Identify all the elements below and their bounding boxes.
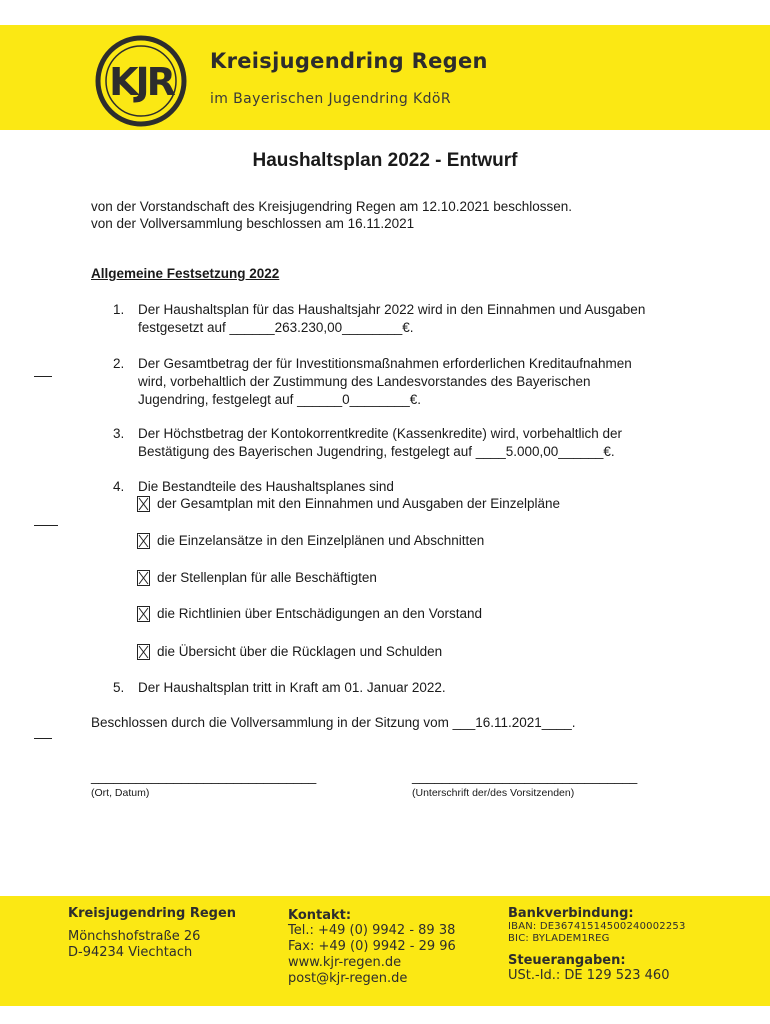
checkbox-checked[interactable] bbox=[137, 533, 150, 549]
closing-statement: Beschlossen durch die Vollversammlung in der Sitzung vom ___16.11.2021____. bbox=[91, 715, 576, 730]
document-title: Haushaltsplan 2022 - Entwurf bbox=[252, 150, 518, 171]
item-number: 5. bbox=[113, 680, 125, 695]
intro-line-1: von der Vorstandschaft des Kreisjugendring Regen am 12.10.2021 beschlossen. bbox=[91, 199, 573, 214]
checklist-label: die Übersicht über die Rücklagen und Schulden bbox=[157, 644, 443, 659]
item-number: 2. bbox=[113, 356, 125, 371]
checklist-label: der Gesamtplan mit den Einnahmen und Ausgaben der Einzelpläne bbox=[157, 496, 561, 511]
checkbox-checked[interactable] bbox=[137, 570, 150, 586]
item-text-line: Die Bestandteile des Haushaltsplanes sind bbox=[138, 479, 394, 494]
letterhead-banner bbox=[0, 25, 770, 130]
signature-line-right: ______________________________ bbox=[412, 769, 638, 784]
item-number: 4. bbox=[113, 479, 125, 494]
org-name: Kreisjugendring Regen bbox=[210, 49, 488, 73]
signature-caption-left: (Ort, Datum) bbox=[91, 787, 150, 799]
signature-line-left: ______________________________ bbox=[91, 769, 317, 784]
footer-tel: Tel.: +49 (0) 9942 - 89 38 bbox=[288, 923, 456, 938]
footer-street: Mönchshofstraße 26 bbox=[68, 929, 201, 944]
footer-ust: USt.-Id.: DE 129 523 460 bbox=[508, 968, 670, 983]
checklist-label: die Richtlinien über Entschädigungen an den Vorstand bbox=[157, 606, 482, 621]
checkbox-checked[interactable] bbox=[137, 606, 150, 622]
checkbox-checked[interactable] bbox=[137, 496, 150, 512]
intro-line-2: von der Vollversammlung beschlossen am 16.11.2021 bbox=[91, 216, 415, 231]
footer-contact bbox=[288, 908, 456, 987]
fold-mark bbox=[34, 738, 52, 739]
item-text-line: Der Haushaltsplan für das Haushaltsjahr 2022 wird in den Einnahmen und Ausgaben bbox=[138, 302, 646, 317]
footer-contact-heading: Kontakt: bbox=[288, 908, 352, 923]
footer-bic: BIC: BYLADEM1REG bbox=[508, 933, 610, 944]
item-text-line: Der Gesamtbetrag der für Investitionsmaßnahmen erforderlichen Kreditaufnahmen bbox=[138, 356, 632, 371]
item-text-line: Der Haushaltsplan tritt in Kraft am 01. Januar 2022. bbox=[138, 680, 446, 695]
item-number: 1. bbox=[113, 302, 125, 317]
footer-banner bbox=[0, 896, 770, 1006]
checklist-label: die Einzelansätze in den Einzelplänen und Abschnitten bbox=[157, 533, 485, 548]
footer-web-link[interactable]: www.kjr-regen.de bbox=[288, 955, 402, 970]
footer-bank-heading: Bankverbindung: bbox=[508, 906, 634, 921]
item-text-line: Jugendring, festgelegt auf ______0________€. bbox=[138, 392, 421, 407]
svg-text:KJR: KJR bbox=[109, 60, 173, 104]
item-text-line: wird, vorbehaltlich der Zustimmung des Landesvorstandes des Bayerischen bbox=[138, 374, 591, 389]
fold-mark bbox=[34, 376, 52, 377]
footer-city: D-94234 Viechtach bbox=[68, 945, 193, 960]
footer-address bbox=[68, 906, 236, 961]
footer-email-link[interactable]: post@kjr-regen.de bbox=[288, 971, 408, 986]
footer-tax-heading: Steuerangaben: bbox=[508, 953, 626, 968]
item-text-line: Der Höchstbetrag der Kontokorrentkredite (Kassenkredite) wird, vorbehaltlich der bbox=[138, 426, 622, 441]
fold-mark bbox=[34, 525, 58, 526]
footer-bank bbox=[508, 906, 686, 984]
item-number: 3. bbox=[113, 426, 125, 441]
signature-caption-right: (Unterschrift der/des Vorsitzenden) bbox=[412, 787, 575, 799]
item-text-line: Bestätigung des Bayerischen Jugendring, festgelegt auf ____5.000,00______€. bbox=[138, 444, 615, 459]
section-heading: Allgemeine Festsetzung 2022 bbox=[91, 266, 280, 281]
footer-iban: IBAN: DE36741514500240002253 bbox=[508, 921, 686, 932]
checkbox-checked[interactable] bbox=[137, 644, 150, 660]
org-subtitle: im Bayerischen Jugendring KdöR bbox=[210, 91, 451, 107]
item-text-line: festgesetzt auf ______263.230,00________€. bbox=[138, 320, 414, 335]
checklist-label: der Stellenplan für alle Beschäftigten bbox=[157, 570, 377, 585]
footer-org-name: Kreisjugendring Regen bbox=[68, 906, 237, 921]
footer-fax: Fax: +49 (0) 9942 - 29 96 bbox=[288, 939, 456, 954]
kjr-logo bbox=[95, 35, 187, 127]
